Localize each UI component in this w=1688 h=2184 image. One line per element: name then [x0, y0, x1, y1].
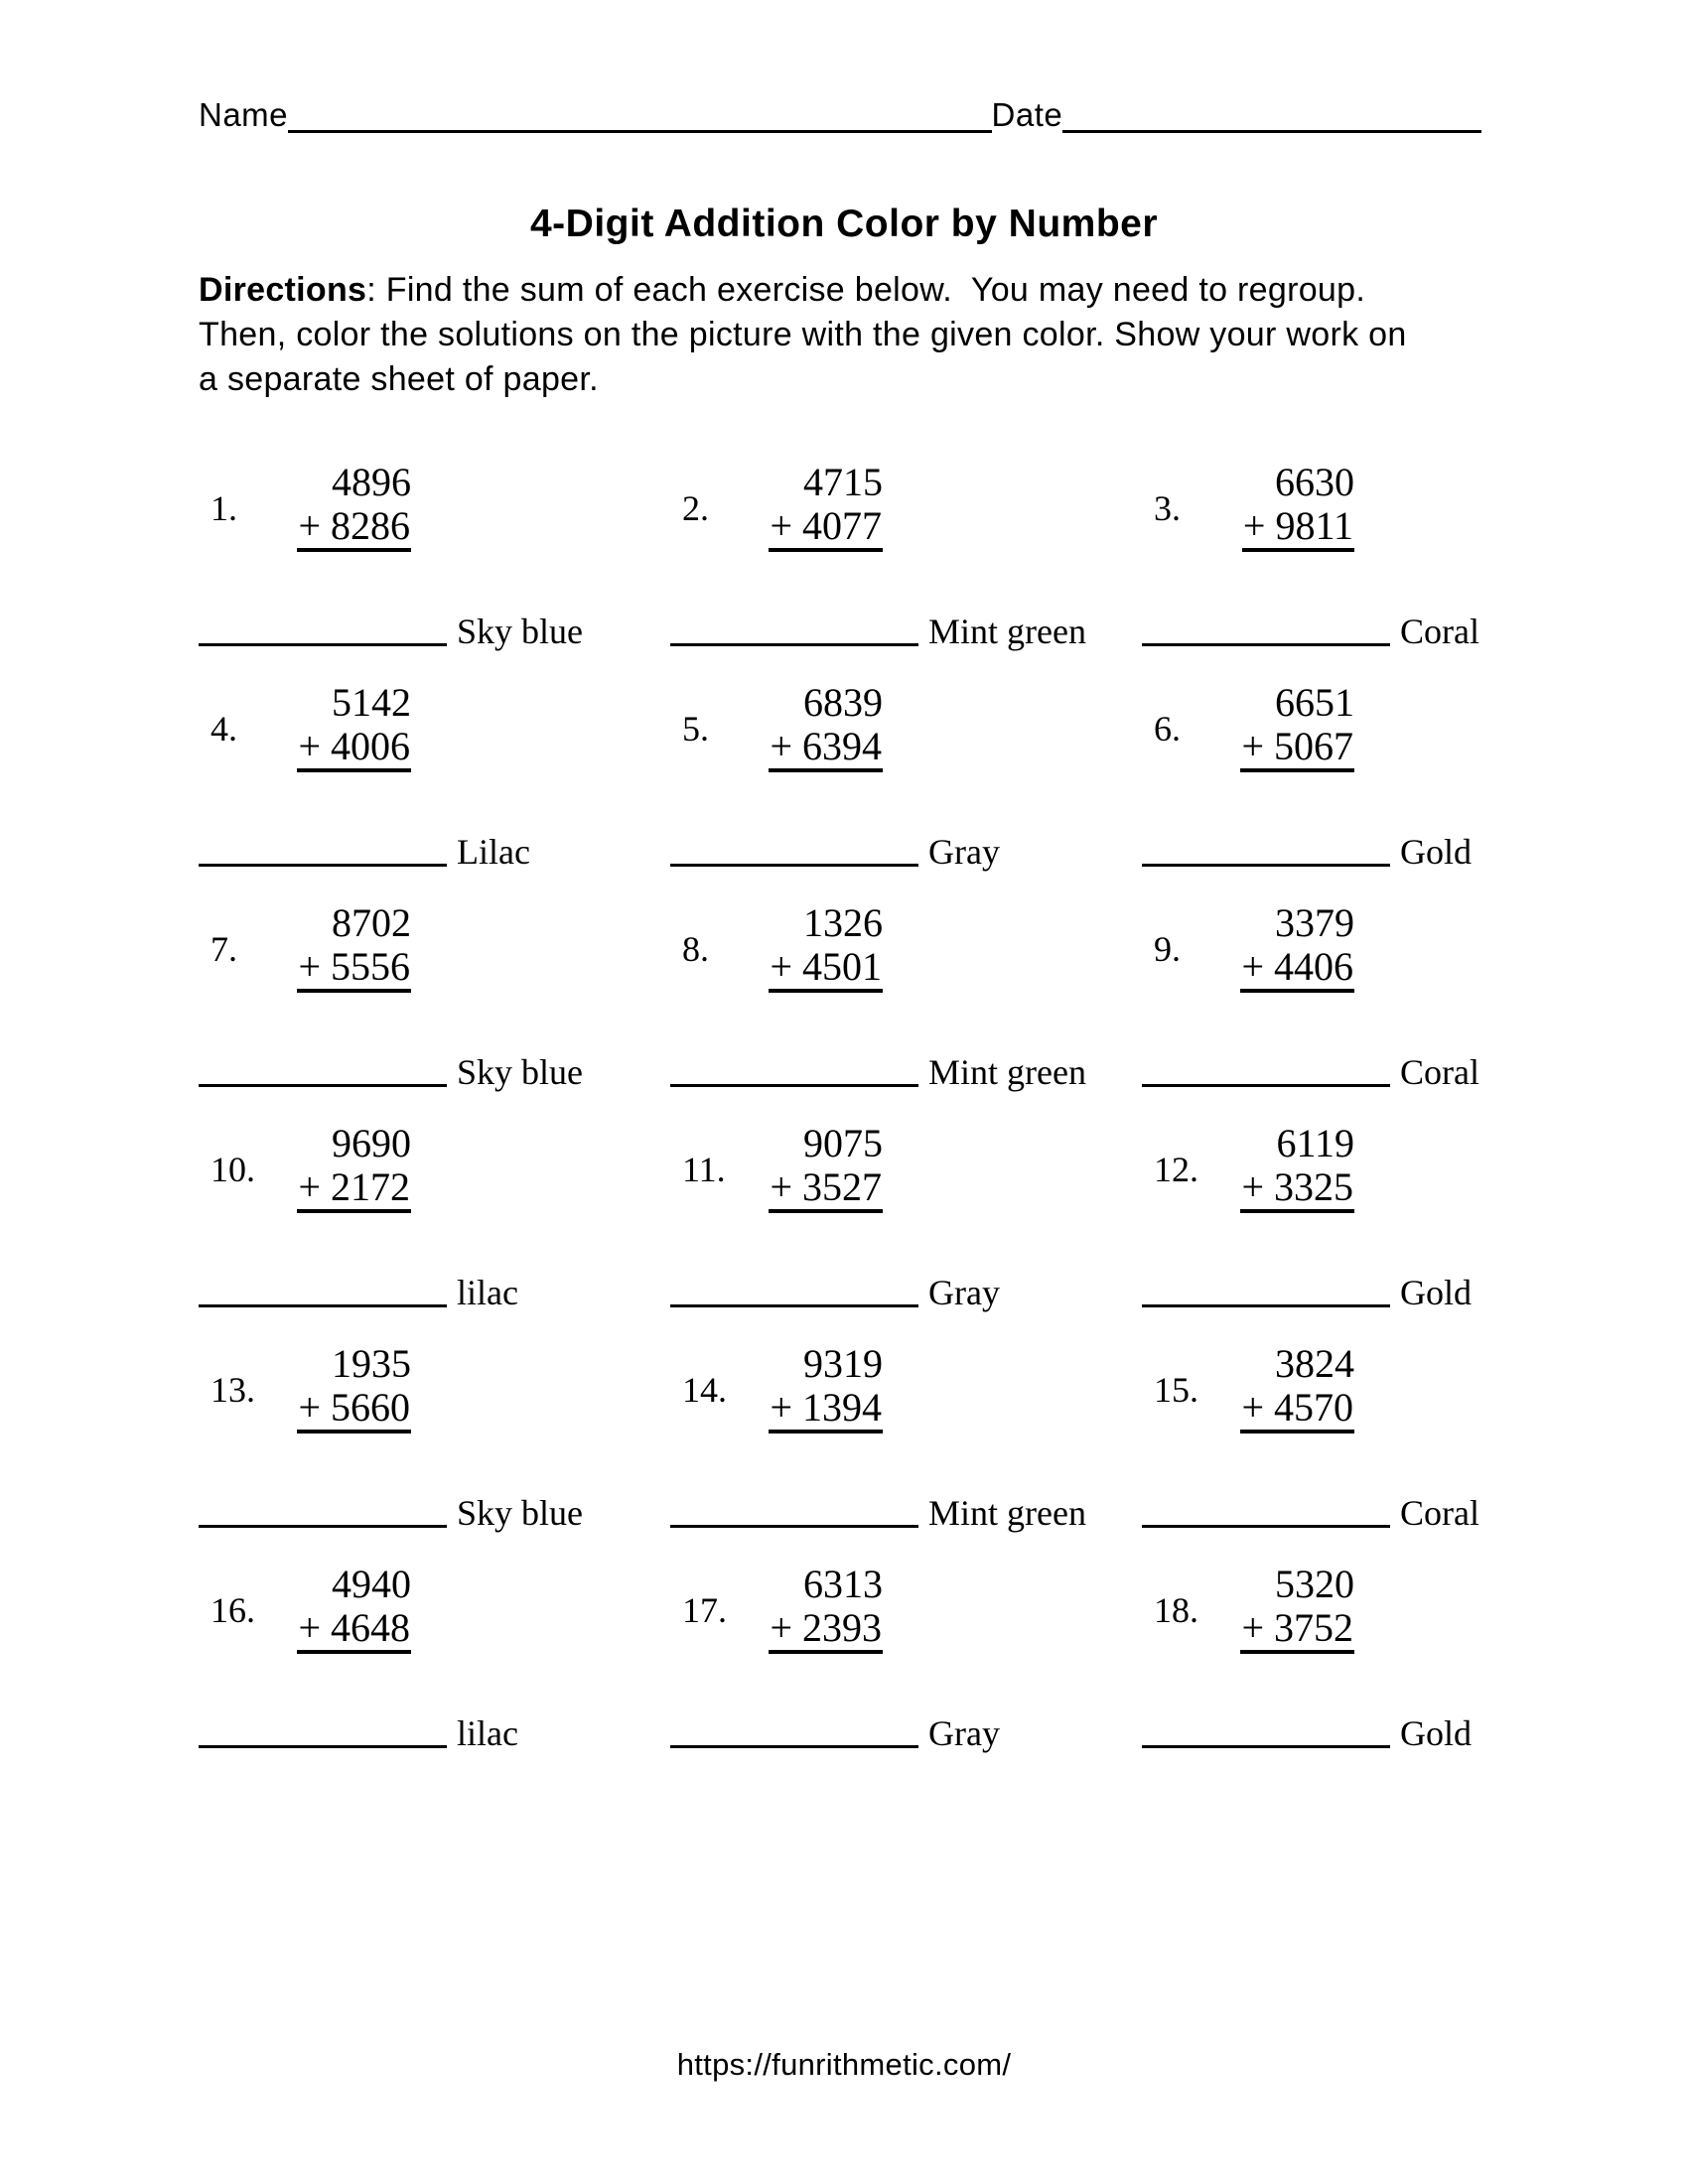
addend-bottom: + 5067	[1240, 725, 1354, 772]
color-label: Sky blue	[457, 612, 584, 651]
addend-bottom: + 2393	[769, 1606, 883, 1654]
addend-top: 1935	[332, 1341, 411, 1386]
problem-16	[199, 1562, 670, 1791]
addition-block	[670, 1563, 883, 1654]
color-label: Mint green	[928, 612, 1086, 651]
color-label: Mint green	[928, 1052, 1086, 1092]
addition-block	[670, 1342, 883, 1433]
answer-blank[interactable]	[1142, 1084, 1390, 1087]
footer-url: https://funrithmetic.com/	[676, 2047, 1012, 2082]
problem-number: 6.	[1154, 709, 1181, 749]
color-label: Coral	[1400, 1052, 1479, 1092]
addition-block	[1142, 1122, 1354, 1213]
problem-6	[1142, 680, 1614, 909]
problem-2	[670, 460, 1142, 689]
directions-text	[199, 268, 1499, 402]
problem-17	[670, 1562, 1142, 1791]
name-date-row	[199, 96, 1481, 133]
addend-top: 9690	[332, 1121, 411, 1165]
problem-number: 10.	[211, 1150, 255, 1189]
addend-top: 9075	[803, 1121, 883, 1165]
page-title: 4-Digit Addition Color by Number	[529, 203, 1159, 245]
addend-bottom: + 4406	[1240, 945, 1354, 993]
problem-number: 14.	[682, 1370, 727, 1410]
addend-top: 6119	[1276, 1121, 1354, 1165]
addend-top: 4940	[332, 1562, 411, 1606]
color-label: lilac	[457, 1273, 518, 1312]
problem-12	[1142, 1121, 1614, 1350]
addition-block	[199, 1342, 411, 1433]
addend-top: 3824	[1275, 1341, 1354, 1386]
color-label: Lilac	[457, 832, 530, 872]
answer-blank[interactable]	[199, 1745, 447, 1748]
addend-bottom: + 8286	[297, 504, 411, 552]
date-input-line[interactable]	[1062, 96, 1481, 133]
addend-bottom: + 4648	[297, 1606, 411, 1654]
problem-1	[199, 460, 670, 689]
addition-block	[1142, 681, 1354, 772]
addend-top: 3379	[1275, 900, 1354, 945]
addition-block	[670, 461, 883, 552]
color-label: Gray	[928, 1713, 1000, 1753]
addend-bottom: + 4006	[297, 725, 411, 772]
color-label: Gray	[928, 1273, 1000, 1312]
addend-top: 6313	[803, 1562, 883, 1606]
addition-block	[670, 681, 883, 772]
problem-number: 18.	[1154, 1590, 1198, 1630]
answer-blank[interactable]	[670, 1304, 918, 1307]
color-label: Gold	[1400, 832, 1472, 872]
directions-line2: Then, color the solutions on the picture with the given color. Show your work on	[199, 316, 1407, 353]
addend-top: 5320	[1275, 1562, 1354, 1606]
problem-number: 9.	[1154, 929, 1181, 969]
addend-bottom: + 9811	[1242, 504, 1354, 552]
answer-blank[interactable]	[199, 1084, 447, 1087]
problem-number: 16.	[211, 1590, 255, 1630]
answer-blank[interactable]	[670, 1525, 918, 1528]
color-label: Mint green	[928, 1493, 1086, 1533]
addition-block	[199, 901, 411, 993]
color-label: Gold	[1400, 1273, 1472, 1312]
color-label: Coral	[1400, 1493, 1479, 1533]
color-label: Coral	[1400, 612, 1479, 651]
addend-top: 6630	[1275, 460, 1354, 504]
addition-block	[199, 1563, 411, 1654]
addend-top: 1326	[803, 900, 883, 945]
problem-number: 15.	[1154, 1370, 1198, 1410]
problem-9	[1142, 900, 1614, 1130]
addend-bottom: + 5556	[297, 945, 411, 993]
addend-top: 9319	[803, 1341, 883, 1386]
addend-bottom: + 3527	[769, 1165, 883, 1213]
color-label: lilac	[457, 1713, 518, 1753]
problem-number: 11.	[682, 1150, 726, 1189]
addend-top: 6839	[803, 680, 883, 725]
answer-blank[interactable]	[670, 864, 918, 867]
directions-line3: a separate sheet of paper.	[199, 360, 599, 398]
addend-top: 4896	[332, 460, 411, 504]
directions-label: Directions	[199, 271, 367, 309]
problem-7	[199, 900, 670, 1130]
problem-4	[199, 680, 670, 909]
problem-number: 13.	[211, 1370, 255, 1410]
answer-blank[interactable]	[199, 864, 447, 867]
problem-number: 1.	[211, 488, 237, 528]
problem-13	[199, 1341, 670, 1570]
addend-bottom: + 2172	[297, 1165, 411, 1213]
problem-15	[1142, 1341, 1614, 1570]
problem-14	[670, 1341, 1142, 1570]
problem-number: 7.	[211, 929, 237, 969]
addend-bottom: + 5660	[297, 1386, 411, 1433]
addend-bottom: + 4501	[769, 945, 883, 993]
problems-grid	[199, 460, 1614, 1791]
addend-bottom: + 6394	[769, 725, 883, 772]
color-label: Gray	[928, 832, 1000, 872]
color-label: Sky blue	[457, 1493, 584, 1533]
answer-blank[interactable]	[670, 1745, 918, 1748]
answer-blank[interactable]	[1142, 1525, 1390, 1528]
problem-8	[670, 900, 1142, 1130]
name-input-line[interactable]	[288, 96, 992, 133]
addition-block	[1142, 1342, 1354, 1433]
answer-blank[interactable]	[1142, 1304, 1390, 1307]
problem-10	[199, 1121, 670, 1350]
addend-bottom: + 4077	[769, 504, 883, 552]
problem-number: 4.	[211, 709, 237, 749]
problem-5	[670, 680, 1142, 909]
answer-blank[interactable]	[199, 643, 447, 646]
date-label: Date	[991, 96, 1063, 133]
color-label: Gold	[1400, 1713, 1472, 1753]
directions-line1: : Find the sum of each exercise below. You may need to regroup.	[366, 271, 1366, 309]
addition-block	[199, 1122, 411, 1213]
addition-block	[670, 901, 883, 993]
addend-bottom: + 4570	[1240, 1386, 1354, 1433]
answer-blank[interactable]	[670, 1084, 918, 1087]
answer-blank[interactable]	[670, 643, 918, 646]
addition-block	[199, 681, 411, 772]
problem-number: 12.	[1154, 1150, 1198, 1189]
addend-bottom: + 3325	[1240, 1165, 1354, 1213]
problem-11	[670, 1121, 1142, 1350]
name-label: Name	[199, 96, 289, 133]
addend-top: 8702	[332, 900, 411, 945]
answer-blank[interactable]	[199, 1525, 447, 1528]
answer-blank[interactable]	[1142, 864, 1390, 867]
addition-block	[199, 461, 411, 552]
addition-block	[670, 1122, 883, 1213]
problem-number: 8.	[682, 929, 709, 969]
addend-top: 4715	[803, 460, 883, 504]
addend-bottom: + 3752	[1240, 1606, 1354, 1654]
color-label: Sky blue	[457, 1052, 584, 1092]
addition-block	[1142, 1563, 1354, 1654]
addend-top: 5142	[332, 680, 411, 725]
problem-number: 17.	[682, 1590, 727, 1630]
addition-block	[1142, 461, 1354, 552]
addition-block	[1142, 901, 1354, 993]
problem-number: 5.	[682, 709, 709, 749]
addend-bottom: + 1394	[769, 1386, 883, 1433]
answer-blank[interactable]	[1142, 643, 1390, 646]
problem-18	[1142, 1562, 1614, 1791]
problem-3	[1142, 460, 1614, 689]
problem-number: 3.	[1154, 488, 1181, 528]
answer-blank[interactable]	[1142, 1745, 1390, 1748]
problem-number: 2.	[682, 488, 709, 528]
addend-top: 6651	[1275, 680, 1354, 725]
answer-blank[interactable]	[199, 1304, 447, 1307]
